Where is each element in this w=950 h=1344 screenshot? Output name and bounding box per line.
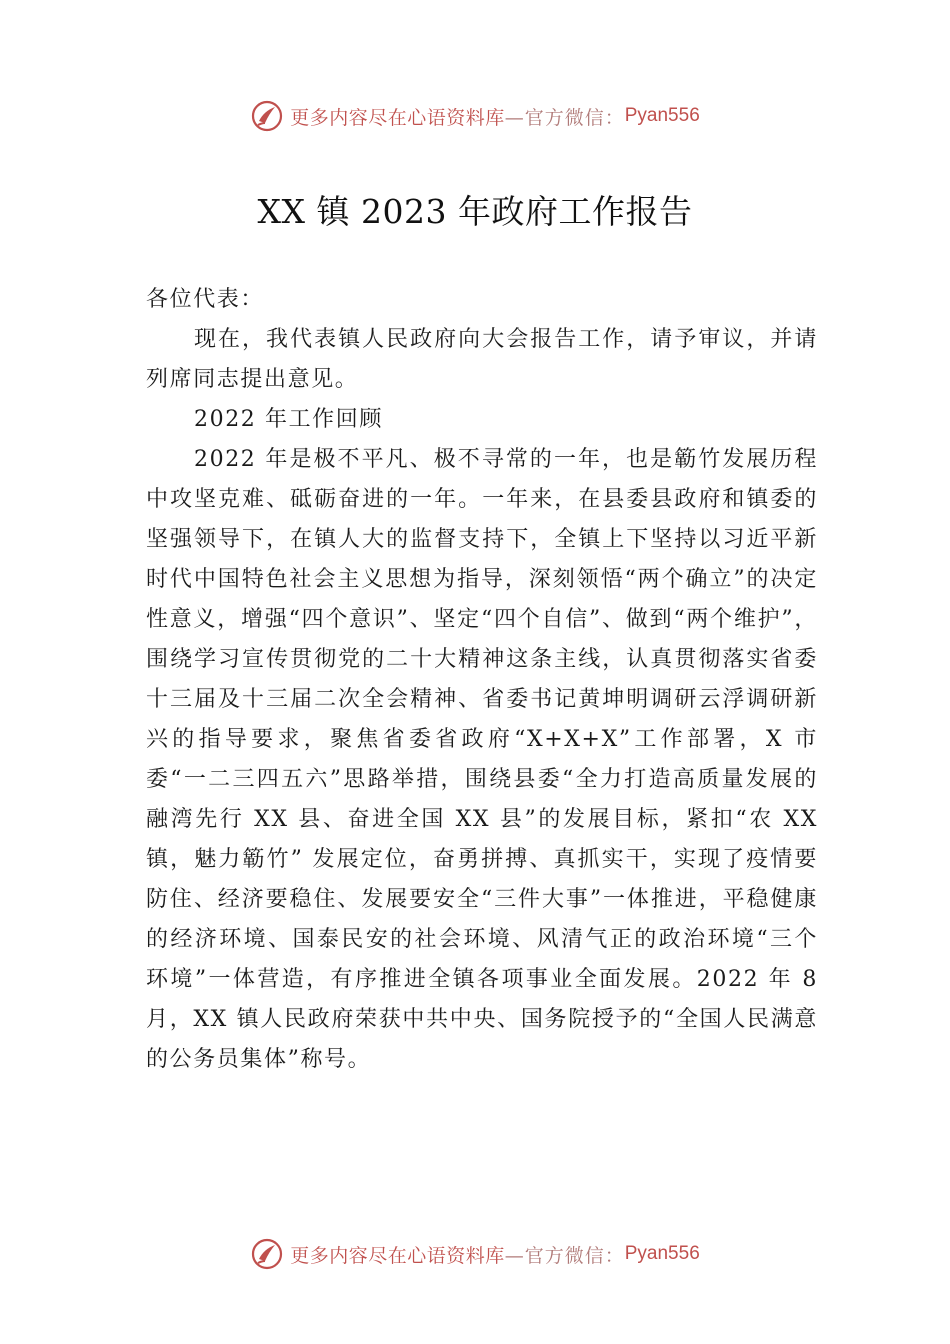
watermark-text-id: Pyan556 [624, 105, 700, 126]
document-body [146, 280, 818, 1080]
watermark-text-main: 更多内容尽在心语资料库 [290, 106, 505, 129]
document-title: XX 镇 2023 年政府工作报告 [257, 192, 693, 231]
brush-logo-icon [250, 1237, 284, 1271]
section-heading: 2022 年工作回顾 [194, 407, 383, 432]
footer-watermark [0, 1234, 950, 1274]
salutation: 各位代表： [146, 287, 265, 312]
watermark-text-main: 更多内容尽在心语资料库 [290, 1244, 505, 1267]
watermark-text-wechat: —官方微信： [504, 106, 625, 129]
review-paragraph: 2022 年是极不平凡、极不寻常的一年，也是簕竹发展历程中攻坚克难、砥砺奋进的一年。一年来，在县委县政府和镇委的坚强领导下，在镇人大的监督支持下，全镇上下坚持以习近平新时代中国特色社会主义思想为指导，深刻领悟“两个确立”的决定性意义，增强“四个意识”、坚定“四个自信”、做到“两个维护”，围绕学习宣传贯彻党的二十大精神这条主线，认真贯彻落实省委十三届及十三届二次全会精神、省委书记黄坤明调研云浮调研新兴的指导要求，聚焦省委省政府“X+X+X”工作部署，X 市委“一二三四五六”思路举措，围绕县委“全力打造高质量发展的融湾先行 XX 县、奋进全国 XX 县”的发展目标，紧扣“农 XX 镇，魅力簕竹” 发展定位，奋勇拼搏、真抓实干，实现了疫情要防住、经济要稳住、发展要安全“三件大事”一体推进，平稳健康的经济环境、国泰民安的社会环境、风清气正的政治环境“三个环境”一体营造，有序推进全镇各项事业全面发展。2022 年 8 月，XX 镇人民政府荣获中共中央、国务院授予的“全国人民满意的公务员集体”称号。 [146, 447, 818, 1072]
watermark-text-id: Pyan556 [624, 1243, 700, 1264]
intro-paragraph: 现在，我代表镇人民政府向大会报告工作，请予审议，并请列席同志提出意见。 [146, 327, 818, 392]
brush-logo-icon [250, 99, 284, 133]
header-watermark [0, 96, 950, 136]
watermark-text-wechat: —官方微信： [504, 1244, 625, 1267]
